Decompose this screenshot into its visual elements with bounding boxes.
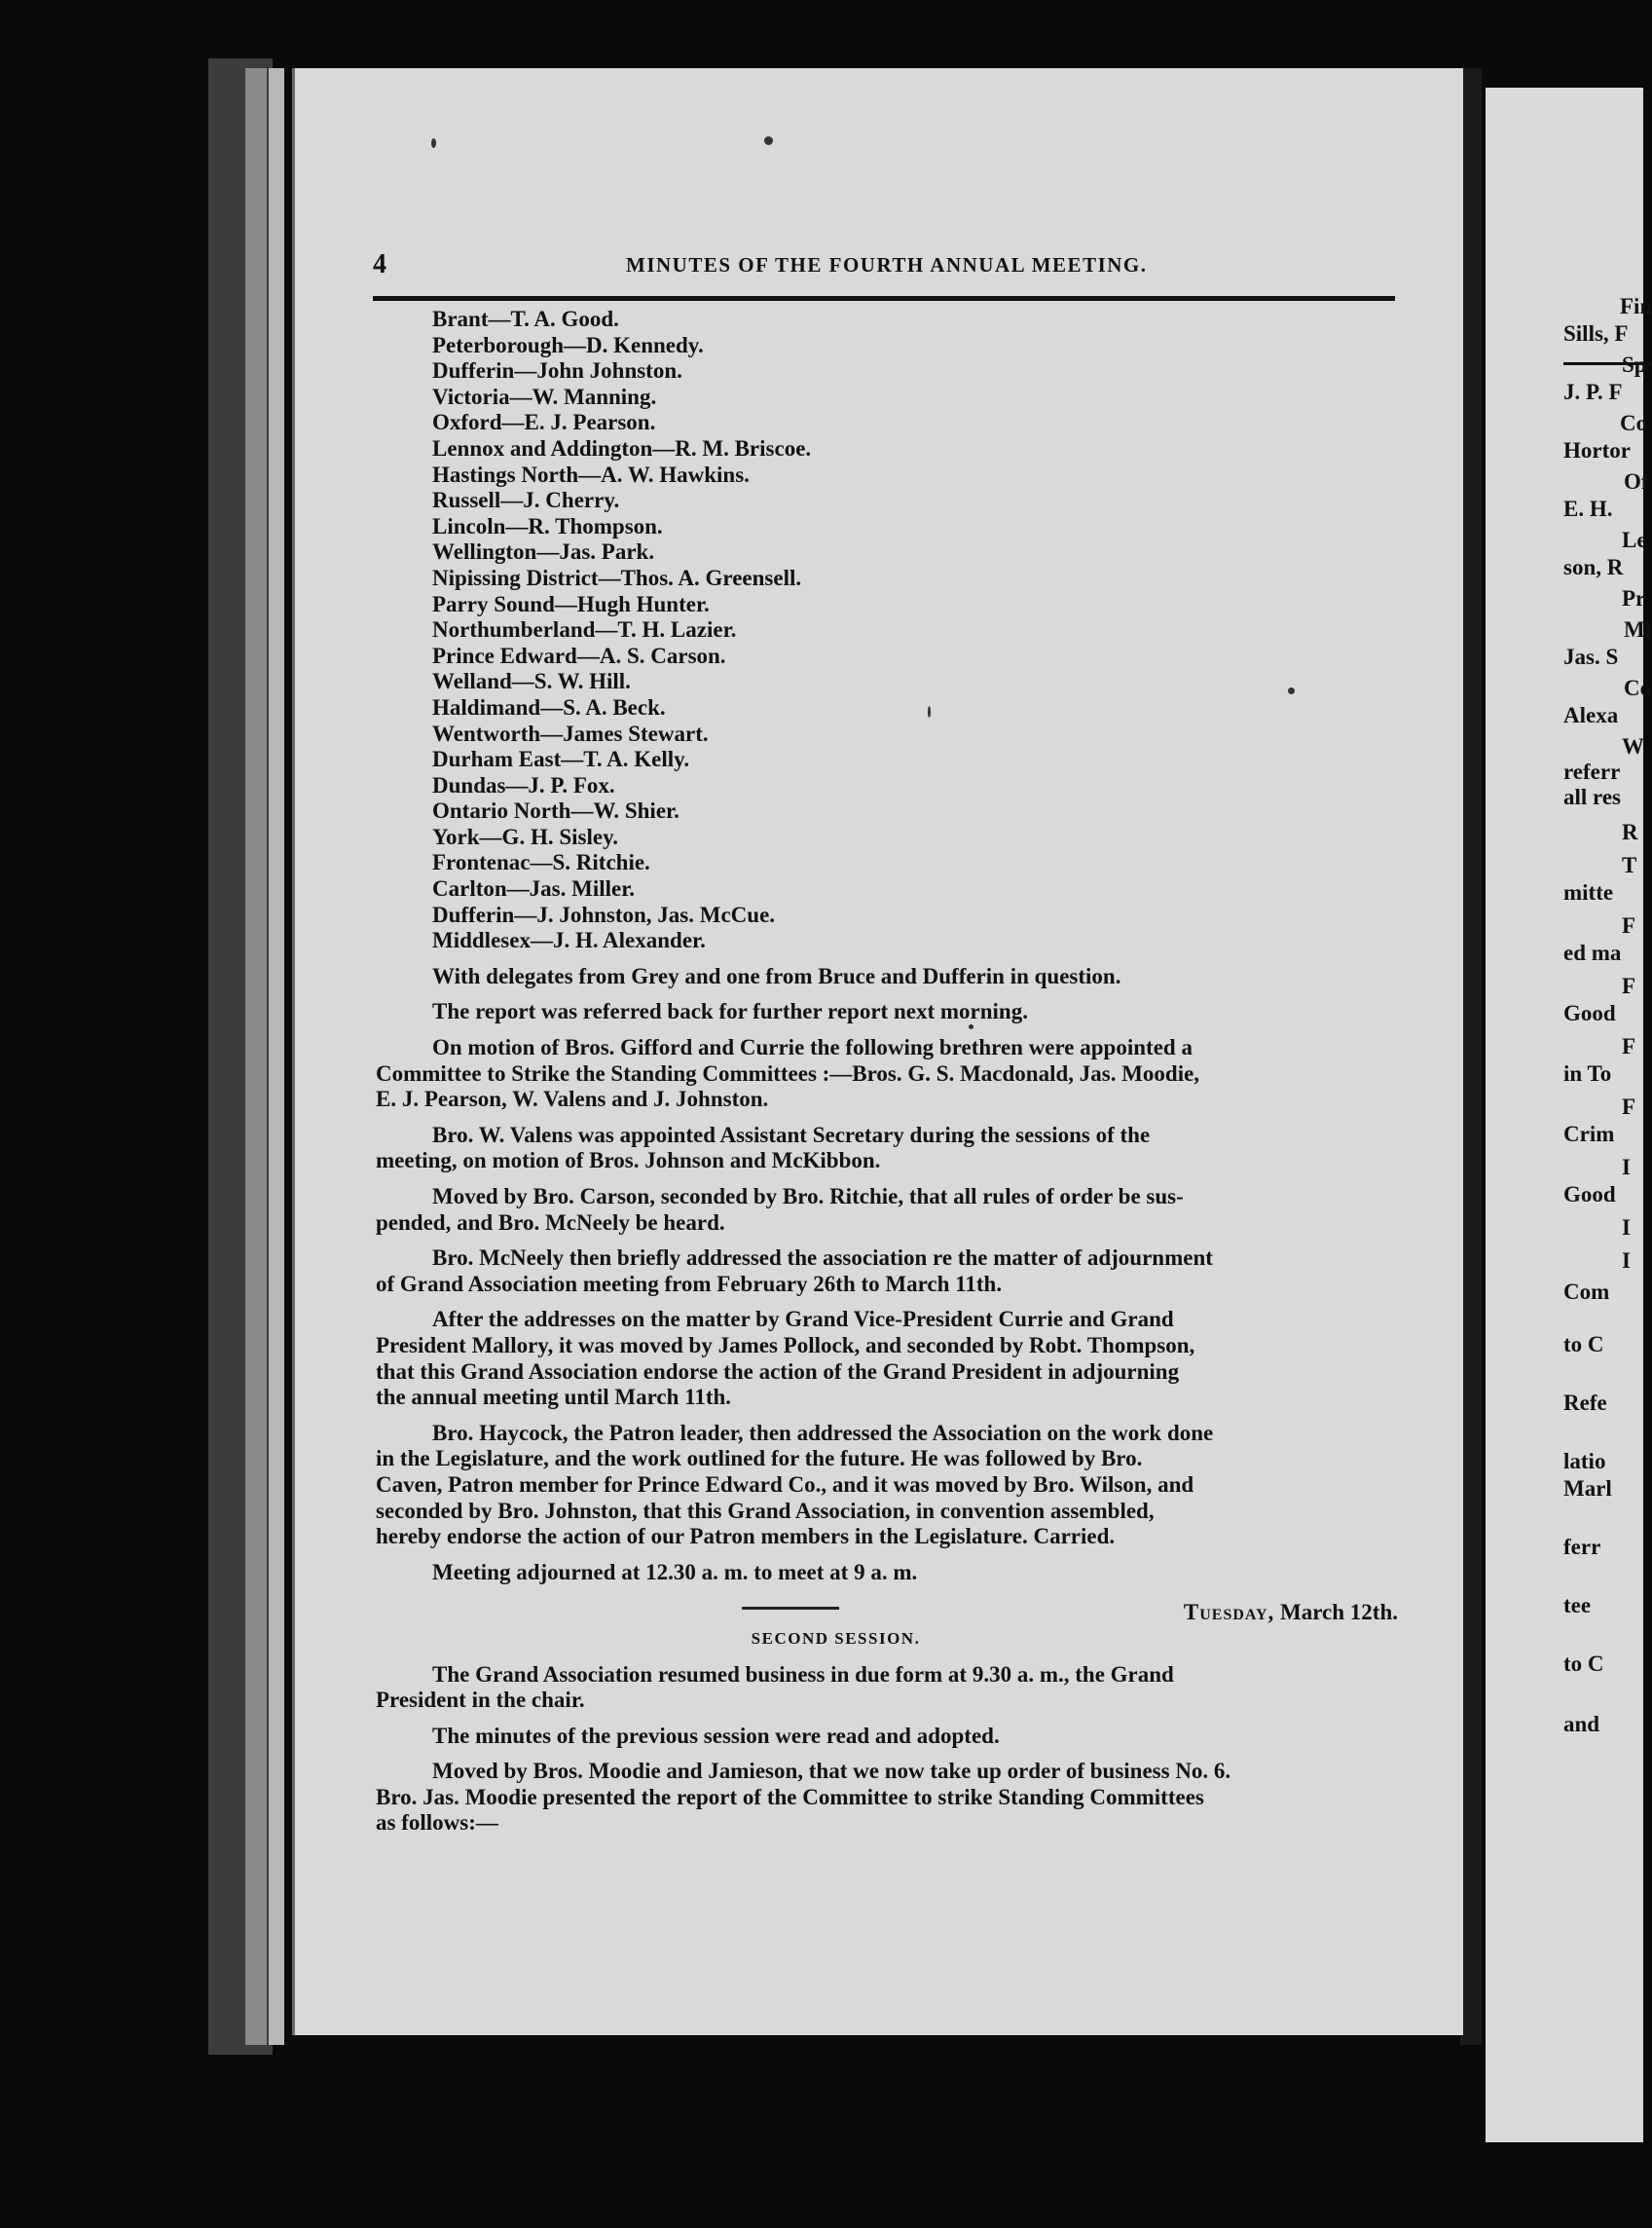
right-page-line: latio (1563, 1449, 1606, 1473)
delegate-entry: Nipissing District—Thos. A. Greensell. (432, 565, 802, 590)
session-day: Tuesday, (1183, 1600, 1275, 1625)
right-page-line: I (1622, 1155, 1631, 1179)
delegate-entry: Middlesex—J. H. Alexander. (432, 928, 706, 953)
delegate-entry: York—G. H. Sisley. (432, 824, 619, 849)
book-page-edges (245, 68, 267, 2045)
right-page-line: F (1622, 1034, 1636, 1058)
right-page-line: all res (1563, 785, 1621, 809)
delegate-entry: Northumberland—T. H. Lazier. (432, 617, 737, 643)
right-page-line: Sills, F (1563, 321, 1629, 346)
right-page-line: E. H. (1563, 497, 1613, 521)
right-page-line: Good (1563, 1001, 1616, 1025)
right-page-line: Co (1620, 411, 1648, 435)
right-page-line: Alexa (1563, 703, 1619, 727)
right-page-line: ferr (1563, 1535, 1601, 1559)
delegate-entry: Dufferin—J. Johnston, Jas. McCue. (432, 902, 776, 927)
right-page-line: Pr (1622, 586, 1646, 611)
running-head (373, 249, 1444, 278)
delegate-entry: Welland—S. W. Hill. (432, 669, 631, 694)
paragraph-rules-suspended: Moved by Bro. Carson, seconded by Bro. Ritchie, that all rules of order be sus- pended, and Bro. McNeely be heard. (376, 1184, 1184, 1235)
page-body (376, 307, 1403, 1837)
delegate-entry: Lennox and Addington—R. M. Briscoe. (432, 435, 812, 461)
right-page-line: Mi (1624, 617, 1652, 642)
paragraph-delegates-note: With delegates from Grey and one from Bruce and Dufferin in question. (432, 963, 1121, 988)
session-date-text: March 12th. (1280, 1600, 1398, 1625)
right-page-line: Co (1624, 676, 1652, 700)
paragraph-business-resumed: The Grand Association resumed business in due form at 9.30 a. m., the Grand President in the chair. (376, 1661, 1174, 1713)
right-page-line: referr (1563, 760, 1621, 784)
right-page-line: I (1622, 1248, 1631, 1273)
right-page-line: F (1622, 974, 1636, 998)
gutter-shadow (1460, 68, 1482, 2045)
delegate-entry: Haldimand—S. A. Beck. (432, 694, 666, 720)
delegate-entry: Frontenac—S. Ritchie. (432, 850, 650, 875)
right-page-line: tee (1563, 1593, 1592, 1617)
delegate-entry: Wentworth—James Stewart. (432, 721, 709, 746)
right-page-line: Le (1622, 528, 1647, 552)
right-page-line: Marl (1563, 1476, 1612, 1501)
delegate-entry: Durham East—T. A. Kelly. (432, 747, 690, 772)
delegate-entry: Victoria—W. Manning. (432, 384, 657, 409)
paragraph-adjournment-endorsed: After the addresses on the matter by Grand Vice-President Currie and Grand President Mallory, it was moved by James Pollock, and seconded by Robt. Thompson, that this Grand Association endorse the action of the Grand President in adjourning the annual meeting until March 11th. (376, 1307, 1195, 1410)
session-heading: SECOND SESSION. (751, 1628, 921, 1648)
right-page-line: Hortor (1563, 438, 1631, 463)
delegate-entry: Ontario North—W. Shier. (432, 798, 679, 824)
right-page-line: T (1622, 853, 1637, 877)
delegate-entry: Peterborough—D. Kennedy. (432, 332, 704, 357)
right-page-line: F (1622, 1095, 1636, 1119)
paragraph-assistant-secretary: Bro. W. Valens was appointed Assistant Secretary during the sessions of the meeting, on motion of Bros. Johnson and McKibbon. (376, 1122, 1151, 1173)
delegate-entry: Parry Sound—Hugh Hunter. (432, 591, 710, 616)
paragraph-report-referred: The report was referred back for further report next morning. (432, 999, 1028, 1024)
delegate-entry: Wellington—Jas. Park. (432, 539, 655, 565)
delegate-entry: Brant—T. A. Good. (432, 307, 619, 331)
delegate-entry: Hastings North—A. W. Hawkins. (432, 462, 750, 487)
right-page-line: Fin (1620, 294, 1652, 318)
paragraph-mcneely-address: Bro. McNeely then briefly addressed the association re the matter of adjournment of Grand Association meeting from February 26th to March 11th. (376, 1245, 1213, 1296)
right-page-line: Jas. S (1563, 645, 1619, 669)
paragraph-haycock-address: Bro. Haycock, the Patron leader, then addressed the Association on the work done in the Legislature, and the work outlined for the future. He was followed by Bro. Caven, Patron member for Prince Edward Co., and it was moved by Bro. Wilson, and seconded by Bro. Johnston, that this Grand Association, in convention assembled, hereby endorse the action of our Patron members in the Legislature. Carried. (376, 1420, 1214, 1549)
book-page-edges-light (269, 68, 284, 2045)
right-page-line: Sp (1622, 353, 1647, 377)
right-page-line: in To (1563, 1061, 1612, 1086)
page-header-title: MINUTES OF THE FOURTH ANNUAL MEETING. (626, 253, 1148, 277)
ink-speck (764, 136, 773, 145)
right-page-line: mitte (1563, 880, 1614, 905)
delegate-entry: Dufferin—John Johnston. (432, 358, 682, 384)
right-page-line: R (1622, 820, 1638, 844)
delegate-entry: Dundas—J. P. Fox. (432, 772, 615, 798)
ink-speck (431, 138, 436, 148)
right-page-line: I (1622, 1215, 1631, 1240)
right-page-line: Of (1624, 469, 1649, 494)
delegate-entry: Lincoln—R. Thompson. (432, 513, 663, 538)
delegate-entry: Carlton—Jas. Miller. (432, 876, 636, 902)
delegate-list (376, 307, 1403, 954)
paragraph-minutes-adopted: The minutes of the previous session were read and adopted. (432, 1723, 1000, 1748)
right-page-line: and (1563, 1712, 1600, 1736)
right-page-line: to C (1563, 1332, 1604, 1356)
delegate-entry: Russell—J. Cherry. (432, 488, 620, 513)
paragraph-meeting-adjourned: Meeting adjourned at 12.30 a. m. to meet at 9 a. m. (432, 1559, 918, 1584)
right-page-line: W (1622, 734, 1644, 759)
delegate-entry: Prince Edward—A. S. Carson. (432, 643, 726, 668)
right-page-line: to C (1563, 1652, 1604, 1676)
delegate-entry: Oxford—E. J. Pearson. (432, 410, 656, 435)
header-rule (373, 296, 1395, 301)
page-number: 4 (373, 249, 386, 279)
right-page-line: F (1622, 913, 1636, 938)
right-page-line: Good (1563, 1182, 1616, 1207)
right-page-line: J. P. F (1563, 380, 1623, 404)
left-page (292, 68, 1463, 2035)
paragraph-committee-report: Moved by Bros. Moodie and Jamieson, that we now take up order of business No. 6. Bro. Jas. Moodie presented the report of the Committee to strike Standing Committees as follows:— (376, 1759, 1231, 1836)
paragraph-committee-appointed: On motion of Bros. Gifford and Currie the following brethren were appointed a Committee to Strike the Standing Committees :—Bros. G. S. Macdonald, Jas. Moodie, E. J. Pearson, W. Valens and J. Johnston. (376, 1035, 1200, 1112)
right-page-line: Refe (1563, 1391, 1607, 1415)
right-page-line: ed ma (1563, 941, 1622, 965)
session-date (376, 1600, 1403, 1626)
right-page-line: son, R (1563, 555, 1624, 579)
right-page-line: Com (1563, 1280, 1610, 1304)
right-page-line: Crim (1563, 1122, 1615, 1146)
right-page-fragment (1486, 88, 1652, 2142)
